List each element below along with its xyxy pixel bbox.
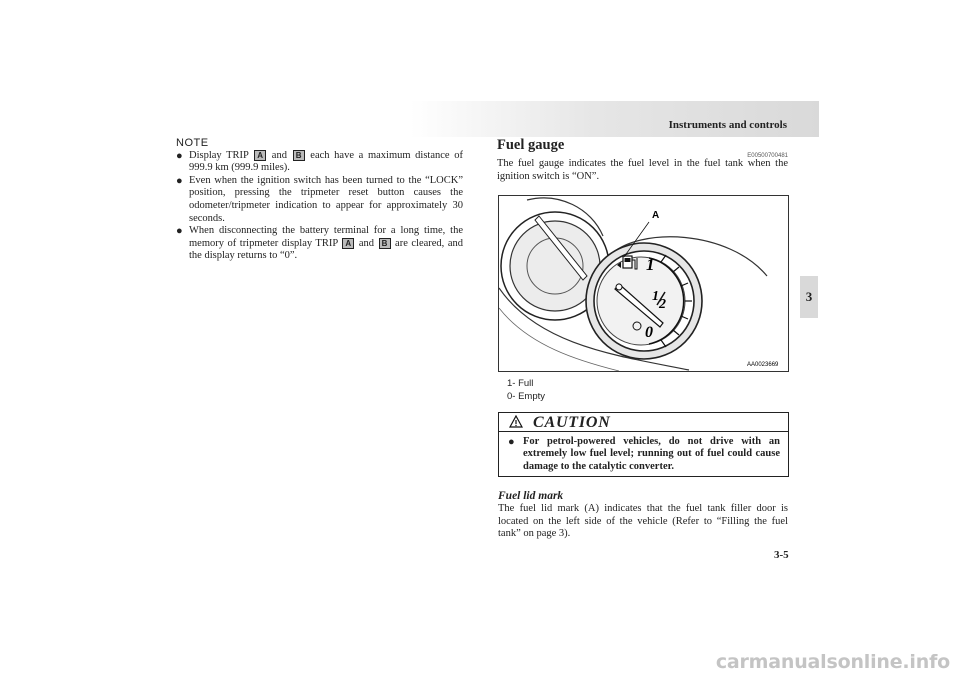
callout-a-label: A [652, 210, 660, 221]
caution-text: For petrol-powered vehicles, do not drive with an extremely low fuel level; running out of fuel could cause damage to the catalytic converter. [523, 436, 780, 472]
warning-triangle-icon [509, 415, 523, 428]
section-title: Instruments and controls [668, 119, 787, 131]
page-number: 3-5 [774, 549, 789, 561]
trip-a-key-icon: A [342, 238, 354, 249]
figure-code: AA0023669 [747, 362, 779, 368]
gauge-mark-half-num: 1 [652, 289, 659, 304]
caution-item [499, 432, 788, 473]
chapter-tab: 3 [800, 276, 818, 318]
note-item: ● Display TRIP A and B each have a maximum distance of 999.9 km (999.9 miles). [176, 149, 463, 174]
footer-watermark: carmanualsonline.info [715, 651, 950, 673]
note-label: NOTE [176, 137, 209, 149]
trip-b-key-icon: B [379, 238, 391, 249]
note-list [176, 150, 463, 263]
bullet-icon: ● [176, 149, 183, 162]
fuel-gauge-figure [498, 195, 789, 372]
note-item: ● Even when the ignition switch has been turned to the “LOCK” position, pressing the tripmeter reset button causes the odometer/tripmeter indication to appear for approximately 30 seconds. [176, 174, 463, 224]
note-item: ● When disconnecting the battery terminal for a long time, the memory of tripmeter display TRIP A and B are cleared, and the display returns to “0”. [176, 225, 463, 262]
legend-item-empty: 0- Empty [507, 390, 546, 402]
fuel-gauge-illustration [499, 196, 788, 371]
fuel-lid-text: The fuel lid mark (A) indicates that the fuel tank filler door is located on the left side of the vehicle (Refer to “Filling the fuel tank” on page 3). [498, 503, 788, 540]
bullet-icon: ● [508, 436, 515, 448]
fuel-gauge-heading: Fuel gauge [497, 137, 565, 153]
gauge-mark-half-den: 2 [659, 297, 666, 312]
gauge-mark-full: 1 [646, 255, 655, 274]
note-block [176, 137, 463, 263]
caution-box [498, 412, 789, 477]
legend-item-full: 1- Full [507, 378, 534, 389]
bullet-icon: ● [176, 225, 183, 238]
caution-header [499, 413, 788, 432]
caution-title: CAUTION [533, 414, 611, 431]
trip-b-key-icon: B [293, 150, 305, 161]
gauge-mark-empty: 0 [645, 324, 653, 341]
doc-code: E00500700481 [747, 153, 788, 159]
fuel-gauge-section [497, 137, 788, 183]
trip-a-key-icon: A [254, 150, 266, 161]
fuel-gauge-description: The fuel gauge indicates the fuel level in the fuel tank when the ignition switch is “ON”. [497, 158, 788, 182]
gauge-legend [507, 378, 545, 403]
fuel-lid-heading: Fuel lid mark [498, 490, 564, 502]
bullet-icon: ● [176, 174, 183, 187]
